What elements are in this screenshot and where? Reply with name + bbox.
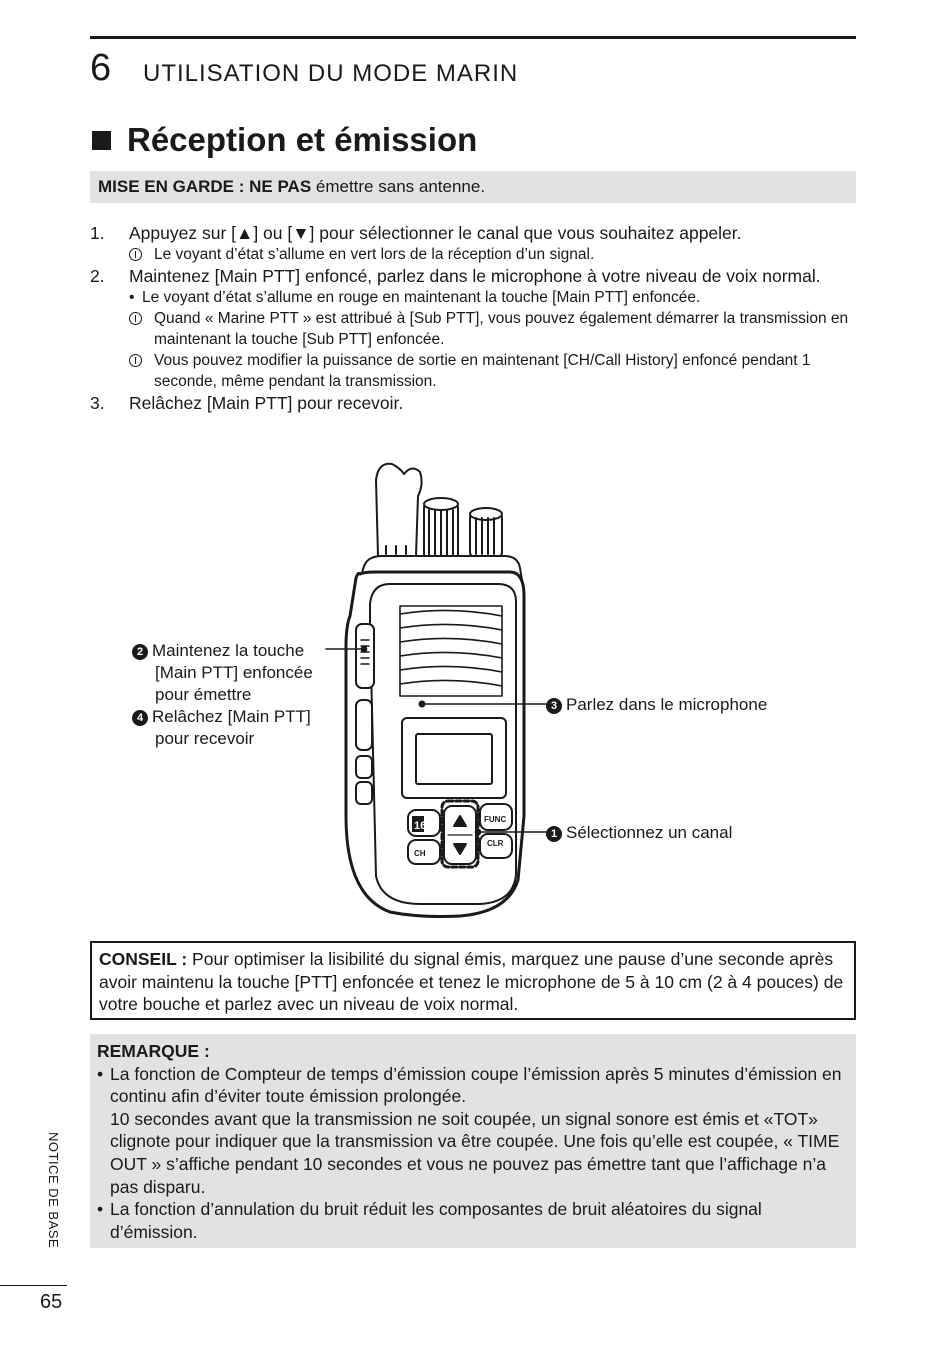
side-tab-label: NOTICE DE BASE [46,1132,61,1249]
note-item [97,1063,849,1199]
callout-microphone [546,694,767,716]
note-text: Vous pouvez modifier la puissance de sortie en maintenant [CH/Call History] enfoncé pendant 1 seconde, même pendant la transmission. [154,352,811,390]
key-clr-label: CLR [487,839,504,848]
display-screen [402,718,506,798]
step-text: Appuyez sur [▲] ou [▼] pour sélectionner le canal que vous souhaitez appeler. [129,223,742,243]
bullet-mark: • [97,1063,104,1084]
tip-text: Pour optimiser la lisibilité du signal émis, marquez une pause d’une seconde après avoir maintenu la touche [PTT] enfoncée et tenez le microphone de 5 à 10 cm (2 à 4 pouces) de votre bouche et parlez avec un niveau de voix normal. [99,949,844,1014]
step-3 [90,392,856,414]
callout-number: 3 [546,698,562,714]
step-note [129,308,856,350]
chapter-number: 6 [90,47,112,89]
bullet-mark: • [97,1199,104,1220]
callout-line: Parlez dans le microphone [566,695,768,714]
section-title: Réception et émission [127,121,478,158]
step-number: 3. [90,393,105,413]
note-box [90,1034,856,1248]
steps-list [90,222,856,414]
step-note [129,287,856,308]
step-note [129,244,856,265]
step-note [129,350,856,392]
callout-number: 2 [132,644,148,660]
callout-line: Sélectionnez un canal [566,823,733,842]
callout-line: Maintenez la touche [152,641,305,660]
chapter-title: UTILISATION DU MODE MARIN [143,60,519,87]
bullet-mark: • [129,289,135,306]
antenna [376,464,422,556]
key-func-label: FUNC [484,815,507,824]
callout-line: Relâchez [Main PTT] [152,707,311,726]
callout-line: [Main PTT] enfoncée [155,663,313,682]
callout-number: 1 [546,826,562,842]
note-paragraph: 10 secondes avant que la transmission ne soit coupée, un signal sonore est émis et «TOT» clignote pour indiquer que la transmission va être coupée. Une fois qu’elle est coupée, « TIME OUT » s’affiche pendant 10 secondes et vous ne pouvez pas émettre tant que l’affichage n’a pas disparu. [110,1108,840,1197]
caution-text: émettre sans antenne. [311,177,486,196]
tip-box [90,941,856,1020]
square-bullet-icon [92,131,111,150]
note-label: REMARQUE : [97,1041,210,1061]
callout-number: 4 [132,710,148,726]
info-icon [129,248,142,261]
note-text: Le voyant d’état s’allume en rouge en maintenant la touche [Main PTT] enfoncée. [142,289,701,306]
info-icon [129,312,142,325]
step-1 [90,222,856,265]
step-2 [90,265,856,392]
callout-channel [546,822,732,844]
top-rule [90,36,856,39]
note-text: Le voyant d’état s’allume en vert lors de la réception d’un signal. [154,246,595,263]
info-icon [129,354,142,367]
callout-line: pour recevoir [155,729,255,748]
note-text: Quand « Marine PTT » est attribué à [Sub PTT], vous pouvez également démarrer la transmission en maintenant la touche [Sub PTT] enfoncée. [154,310,849,348]
step-number: 2. [90,266,105,286]
radio-figure [120,456,840,926]
knob-left [424,498,458,560]
section-heading [92,120,477,160]
step-text: Maintenez [Main PTT] enfoncé, parlez dans le microphone à votre niveau de voix normal. [129,266,821,286]
step-text: Relâchez [Main PTT] pour recevoir. [129,393,404,413]
note-paragraph: La fonction d’annulation du bruit réduit les composantes de bruit aléatoires du signal d’émission. [110,1199,762,1242]
note-item [97,1198,849,1243]
page-number: 65 [40,1291,63,1313]
caution-box [90,171,856,203]
note-paragraph: La fonction de Compteur de temps d’émission coupe l’émission après 5 minutes d’émission en continu afin d’éviter toute émission prolongée. [110,1063,842,1107]
callout-line: pour émettre [155,685,252,704]
callout-main-ptt [132,640,313,750]
key-16-label: 16 [414,820,427,832]
tip-label: CONSEIL : [99,949,188,969]
key-ch-label: CH [414,849,426,858]
knob-right [470,508,502,558]
step-number: 1. [90,223,105,243]
caution-label: MISE EN GARDE : NE PAS [98,177,312,196]
page-number-rule [0,1285,67,1286]
